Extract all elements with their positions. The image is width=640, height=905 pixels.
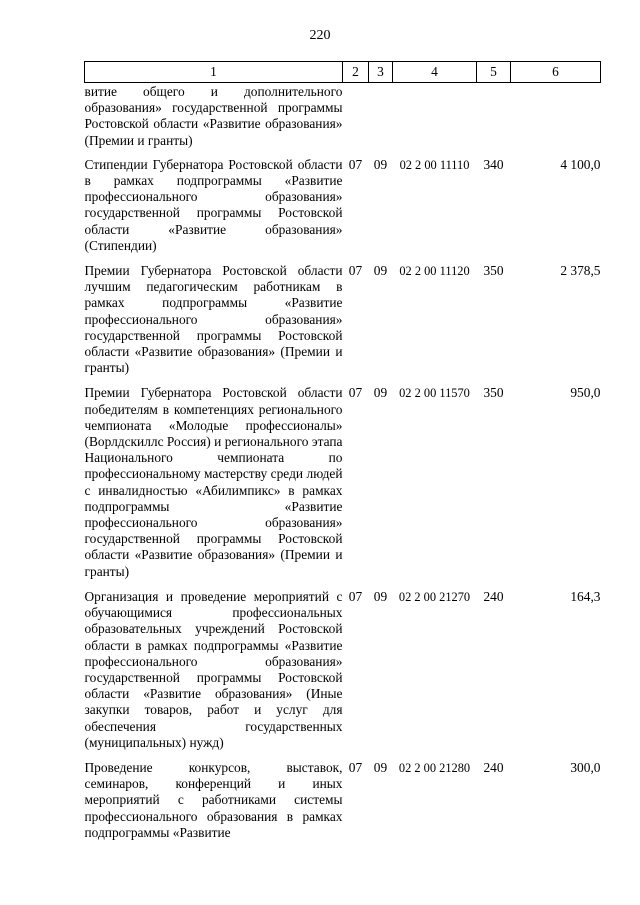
row-target-code [393,83,477,157]
header-row [85,62,601,83]
table-row [85,760,601,841]
row-section: 07 [348,263,363,279]
row-target-code: 02 2 00 21280 [398,760,471,775]
row-target-code: 02 2 00 11570 [399,386,470,401]
row-section: 07 [348,156,363,172]
row-subsection: 09 [373,588,388,604]
row-section: 07 [348,588,363,604]
row-amount: 2 378,5 [560,263,601,279]
header-cell-4: 4 [393,62,477,83]
header-cell-3: 3 [369,62,393,83]
header-cell-5: 5 [477,62,511,83]
table-row [85,589,601,760]
row-description: Стипендии Губернатора Ростовской области в рамках подпрограммы «Развитие профессионального образования» государственной программы Ростовской области «Развитие образования» (Стипендии) [84,156,343,253]
header-cell-6: 6 [511,62,601,83]
table-row [85,385,601,588]
row-expense-type: 350 [483,263,504,279]
row-amount [511,83,601,157]
row-expense-type: 340 [483,156,504,172]
page-number: 220 [309,28,331,43]
table-row [85,83,601,157]
row-amount: 950,0 [570,385,601,401]
row-amount: 300,0 [570,759,601,775]
row-description: Организация и проведение мероприятий с обучающимися профессиональных образовательных учреждений Ростовской области в рамках подпрограммы «Развитие профессионального образования» государственной программы Ростовской области «Развитие образования» (Иные закупки товаров, работ и услуг для обеспечения государственных (муниципальных) нужд) [84,588,343,750]
row-target-code: 02 2 00 11120 [399,264,470,279]
row-subsection: 09 [373,759,388,775]
row-expense-type [477,83,511,157]
row-subsection: 09 [373,263,388,279]
row-description: витие общего и дополнительного образования» государственной программы Ростовской области «Развитие образования» (Премии и гранты) [84,84,343,148]
row-expense-type: 350 [483,385,504,401]
header-cell-2: 2 [343,62,369,83]
row-subsection: 09 [373,385,388,401]
row-amount: 4 100,0 [560,156,601,172]
row-description: Проведение конкурсов, выставок, семинаров, конференций и иных мероприятий с работниками системы профессионального образования в рамках подпрограммы «Развитие [84,759,343,840]
row-description: Премии Губернатора Ростовской области победителям в компетенциях регионального чемпионата «Молодые профессионалы» (Ворлдскиллс Россия) и регионального этапа Национального чемпионата по профессиональному мастерству среди людей с инвалидностью «Абилимпикс» в рамках подпрограммы «Развитие профессионального образования» государственной программы Ростовской области «Развитие образования» (Премии и гранты) [84,385,343,579]
row-target-code: 02 2 00 11110 [399,157,470,172]
row-section [343,83,369,157]
row-description: Премии Губернатора Ростовской области лучшим педагогическим работникам в рамках подпрограммы «Развитие профессионального образования» государственной программы Ростовской области «Развитие образования» (Премии и гранты) [84,263,343,376]
row-amount: 164,3 [570,588,601,604]
row-subsection [369,83,393,157]
row-expense-type: 240 [483,588,504,604]
row-section: 07 [348,759,363,775]
budget-table [84,61,601,841]
table-row [85,157,601,263]
row-expense-type: 240 [483,759,504,775]
row-target-code: 02 2 00 21270 [398,589,471,604]
row-section: 07 [348,385,363,401]
row-subsection: 09 [373,156,388,172]
header-cell-1: 1 [85,62,343,83]
table-row [85,263,601,385]
